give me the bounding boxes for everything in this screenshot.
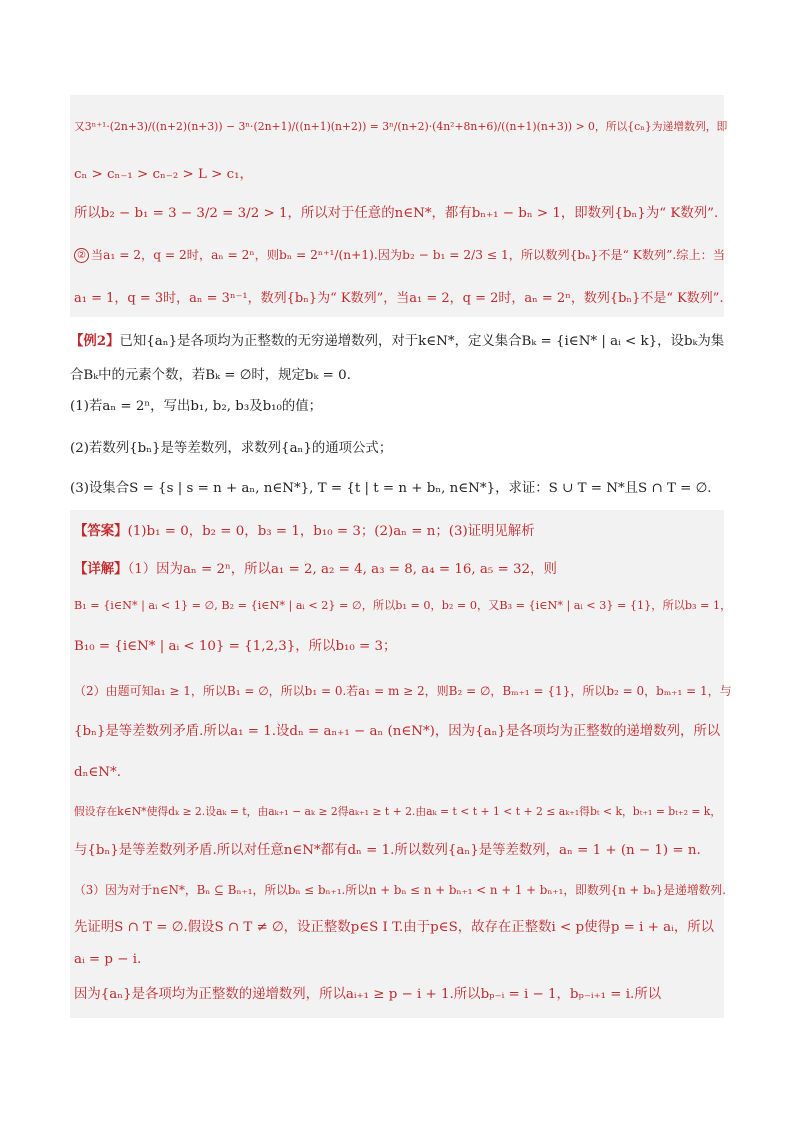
detail-line-9: （3）因为对于n∈N*，Bₙ ⊆ Bₙ₊₁，所以bₙ ≤ bₙ₊₁.所以n + bₙ ≤ n + bₙ₊₁ < n + 1 + bₙ₊₁，即数列{n + bₙ}是递增数列. — [74, 883, 726, 897]
detail-text-1: （1）因为aₙ = 2ⁿ，所以a₁ = 2, a₂ = 4, a₃ = 8, a₄ = 16, a₅ = 32，则 — [127, 562, 557, 577]
example-line-2: 合Bₖ中的元素个数，若Bₖ = ∅时，规定bₖ = 0. — [70, 368, 351, 383]
answer-line — [74, 522, 722, 541]
detail-line-6: dₙ∈N*. — [74, 765, 121, 780]
question-1: (1)若aₙ = 2ⁿ，写出b₁, b₂, b₃及b₁₀的值； — [70, 399, 323, 414]
circled-two-marker: ② — [74, 248, 89, 263]
detail-line-12: 因为{aₙ}是各项均为正整数的递增数列，所以aᵢ₊₁ ≥ p − i + 1.所以bₚ₋ᵢ = i − 1，bₚ₋ᵢ₊₁ = i.所以 — [74, 987, 662, 1002]
answer-text: (1)b₁ = 0，b₂ = 0，b₃ = 1，b₁₀ = 3；(2)aₙ = n；(3)证明见解析 — [127, 524, 535, 539]
top-line-5: a₁ = 1，q = 3时，aₙ = 3ⁿ⁻¹，数列{bₙ}为“ K数列”，当a₁ = 2，q = 2时，aₙ = 2ⁿ，数列{bₙ}不是“ K数列”. — [74, 291, 724, 306]
example-line-1 — [70, 332, 725, 351]
detail-line-4: （2）由题可知a₁ ≥ 1，所以B₁ = ∅，所以b₁ = 0.若a₁ = m ≥ 2，则B₂ = ∅，Bₘ₊₁ = {1}，所以b₂ = 0，bₘ₊₁ = 1，与 — [74, 684, 732, 698]
detail-label: 【详解】 — [74, 561, 128, 577]
example-label: 【例2】 — [70, 333, 120, 349]
question-2: (2)若数列{bₙ}是等差数列，求数列{aₙ}的通项公式； — [70, 441, 393, 456]
detail-line-11: aᵢ = p − i. — [74, 952, 142, 967]
detail-line-10: 先证明S ∩ T = ∅.假设S ∩ T ≠ ∅，设正整数p∈S I T.由于p∈S，故存在正整数i < p使得p = i + aᵢ，所以 — [74, 920, 715, 935]
top-line-2: cₙ > cₙ₋₁ > cₙ₋₂ > L > c₁， — [74, 167, 253, 182]
example-text-1: 已知{aₙ}是各项均为正整数的无穷递增数列，对于k∈N*，定义集合Bₖ = {i∈N* | aᵢ < k}，设bₖ为集 — [119, 334, 725, 349]
detail-line-7: 假设存在k∈N*使得dₖ ≥ 2.设aₖ = t，由aₖ₊₁ − aₖ ≥ 2得aₖ₊₁ ≥ t + 2.由aₖ = t < t + 1 < t + 2 ≤ aₖ₊₁得bₜ < k，bₜ₊₁ = bₜ₊₂ = k， — [74, 805, 722, 818]
detail-line-3: B₁₀ = {i∈N* | aᵢ < 10} = {1,2,3}，所以b₁₀ = 3； — [74, 639, 397, 654]
top-line-3: 所以b₂ − b₁ = 3 − 3/2 = 3/2 > 1，所以对于任意的n∈N*，都有bₙ₊₁ − bₙ > 1，即数列{bₙ}为“ K数列”. — [74, 206, 719, 221]
top-line-4 — [74, 246, 726, 264]
detail-line-8: 与{bₙ}是等差数列矛盾.所以对任意n∈N*都有dₙ = 1.所以数列{aₙ}是等差数列，aₙ = 1 + (n − 1) = n. — [74, 843, 701, 858]
question-3: (3)设集合S = {s | s = n + aₙ, n∈N*}, T = {t | t = n + bₙ, n∈N*}，求证：S ∪ T = N*且S ∩ T = ∅. — [70, 481, 712, 496]
detail-line-1 — [74, 560, 722, 579]
top-line-1: 又3ⁿ⁺¹·(2n+3)/((n+2)(n+3)) − 3ⁿ·(2n+1)/((n+1)(n+2)) = 3ⁿ/(n+2)·(4n²+8n+6)/((n+1)(n+3)) > 0，所以{cₙ}为递增数列，即 — [74, 120, 728, 133]
detail-line-2: B₁ = {i∈N* | aᵢ < 1} = ∅, B₂ = {i∈N* | aᵢ < 2} = ∅，所以b₁ = 0，b₂ = 0，又B₃ = {i∈N* | aᵢ < 3} = {1}，所以b₃ = 1， — [74, 599, 732, 612]
top-line-4-text: 当a₁ = 2，q = 2时，aₙ = 2ⁿ，则bₙ = 2ⁿ⁺¹/(n+1).因为b₂ − b₁ = 2/3 ≤ 1，所以数列{bₙ}不是“ K数列”.综上：当 — [91, 248, 726, 262]
detail-line-5: {bₙ}是等差数列矛盾.所以a₁ = 1.设dₙ = aₙ₊₁ − aₙ (n∈N*)，因为{aₙ}是各项均为正整数的递增数列，所以 — [74, 724, 721, 739]
answer-label: 【答案】 — [74, 523, 128, 539]
